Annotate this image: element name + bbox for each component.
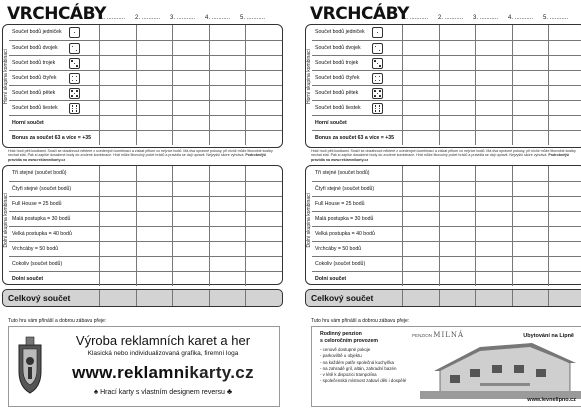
score-cell[interactable] <box>136 86 173 100</box>
player-column-header[interactable]: 5. ........... <box>240 15 266 21</box>
score-cell[interactable] <box>402 101 439 115</box>
score-cell[interactable] <box>245 25 282 40</box>
score-cell[interactable] <box>136 131 173 145</box>
score-cell[interactable] <box>402 197 439 211</box>
grand-total-row <box>2 289 283 307</box>
score-row <box>9 70 282 85</box>
row-label: Horní součet <box>315 120 347 126</box>
spade-icon: ♠ <box>93 387 99 396</box>
score-cell[interactable] <box>548 101 581 115</box>
score-cell[interactable] <box>475 101 512 115</box>
row-label: Vrchcáby = 50 bodů <box>12 246 59 252</box>
score-cell[interactable] <box>172 290 209 306</box>
player-column-header[interactable]: 5. ........... <box>543 15 569 21</box>
score-cell[interactable] <box>475 71 512 85</box>
ad-website-link[interactable]: www.reklamnikarty.cz <box>72 363 254 382</box>
score-cell[interactable] <box>475 227 512 241</box>
score-cell[interactable] <box>512 227 549 241</box>
score-cell[interactable] <box>172 197 209 211</box>
row-label: Malá postupka = 30 bodů <box>315 216 374 222</box>
player-column-header[interactable]: 2. ........... <box>438 15 464 21</box>
score-cell[interactable] <box>99 182 136 196</box>
coat-of-arms-icon <box>15 335 45 397</box>
row-label: Tři stejné (součet bodů) <box>315 170 370 176</box>
die-face-4-icon <box>372 73 383 84</box>
score-cell[interactable] <box>245 41 282 55</box>
score-cell[interactable] <box>172 166 209 181</box>
score-cell[interactable] <box>172 25 209 40</box>
score-cell[interactable] <box>512 242 549 256</box>
ad-footer: ♠ Hrací karty s vlastním designem reversu ♣ <box>93 387 233 396</box>
score-cell[interactable] <box>245 212 282 226</box>
score-cell[interactable] <box>99 41 136 55</box>
score-cell[interactable] <box>512 41 549 55</box>
score-cell[interactable] <box>512 272 549 286</box>
score-cell[interactable] <box>136 257 173 271</box>
score-cell[interactable] <box>548 242 581 256</box>
score-cell[interactable] <box>439 86 476 100</box>
score-cell[interactable] <box>99 257 136 271</box>
score-cell[interactable] <box>548 182 581 196</box>
score-row <box>312 181 581 196</box>
advertisement <box>8 326 280 407</box>
score-cell[interactable] <box>402 182 439 196</box>
pension-logo: PENZION MILNÁ <box>412 331 465 339</box>
score-row <box>9 115 282 130</box>
sponsor-intro: Tuto hru vám přináší a dobrou zábavu přeje: <box>311 318 410 324</box>
score-cell[interactable] <box>245 182 282 196</box>
score-row <box>9 85 282 100</box>
pension-website-link[interactable]: www.levnelipno.cz <box>527 397 576 403</box>
score-cell[interactable] <box>172 41 209 55</box>
score-cell[interactable] <box>475 131 512 145</box>
score-cell[interactable] <box>439 257 476 271</box>
score-cell[interactable] <box>475 41 512 55</box>
row-label: Dolní součet <box>12 276 44 282</box>
feature-item: - v létě k dispozici trampolína <box>320 372 377 378</box>
score-cell[interactable] <box>209 116 246 130</box>
die-face-1-icon <box>372 27 383 38</box>
score-cell[interactable] <box>209 227 246 241</box>
die-face-2-icon <box>69 43 80 54</box>
score-row <box>312 100 581 115</box>
score-cell[interactable] <box>136 197 173 211</box>
score-cell[interactable] <box>209 41 246 55</box>
score-cell[interactable] <box>512 101 549 115</box>
score-cell[interactable] <box>172 182 209 196</box>
advertisement <box>311 326 581 407</box>
score-cell[interactable] <box>245 242 282 256</box>
score-row <box>312 256 581 271</box>
score-row <box>312 25 581 40</box>
score-cell[interactable] <box>402 257 439 271</box>
grand-total-label: Celkový součet <box>8 293 71 303</box>
score-cell[interactable] <box>209 257 246 271</box>
score-cell[interactable] <box>475 25 512 40</box>
row-label: Součet bodů jedniček <box>315 29 365 35</box>
score-cell[interactable] <box>439 166 476 181</box>
score-cell[interactable] <box>512 116 549 130</box>
score-row <box>312 55 581 70</box>
rules-text: Hráč hodí pěti kostkami. Snaží se dosáhnout některé z uvedených kombinací a získat přitom co nejvíce bodů. Má dva opravné pokusy, při nichž může libovolné kostky nechat stát. Pak si zapíše dosažené body do zvolené kombinace. Hrát může libovolný počet hráčů a pravidla se dají upravit. Nejvyšší skóre vyhrává. Podrobnější pravidla na www.reklamnikarty.cz <box>8 149 273 162</box>
score-cell[interactable] <box>172 101 209 115</box>
player-column-header[interactable]: 4. ........... <box>508 15 534 21</box>
row-label: Součet bodů pětek <box>315 90 359 96</box>
score-cell[interactable] <box>99 25 136 40</box>
score-cell[interactable] <box>245 56 282 70</box>
feature-item: - společenská místnost zabaví děti i dospělé <box>320 378 407 384</box>
score-cell[interactable] <box>512 86 549 100</box>
row-label: Bonus za součet 63 a více = +35 <box>12 135 92 141</box>
score-cell[interactable] <box>136 227 173 241</box>
score-cell[interactable] <box>548 56 581 70</box>
die-face-5-icon <box>372 88 383 99</box>
score-cell[interactable] <box>439 272 476 286</box>
score-cell[interactable] <box>439 116 476 130</box>
score-cell[interactable] <box>172 242 209 256</box>
score-cell[interactable] <box>402 131 439 145</box>
score-cell[interactable] <box>439 56 476 70</box>
row-label: Součet bodů čtyřek <box>12 75 57 81</box>
score-cell[interactable] <box>245 101 282 115</box>
score-cell[interactable] <box>209 71 246 85</box>
score-cell[interactable] <box>402 212 439 226</box>
game-title: VRCHCÁBY <box>7 4 106 24</box>
player-column-header[interactable]: 1. ........... <box>403 15 429 21</box>
score-row <box>9 55 282 70</box>
score-cell[interactable] <box>439 131 476 145</box>
score-cell[interactable] <box>136 242 173 256</box>
row-label: Součet bodů dvojek <box>12 45 58 51</box>
upper-section-label: Horní skupina kombinací <box>3 49 9 105</box>
feature-item: - na každém patře společná kuchyňka <box>320 359 394 365</box>
score-cell[interactable] <box>402 116 439 130</box>
die-face-1-icon <box>69 27 80 38</box>
row-label: Součet bodů jedniček <box>12 29 62 35</box>
score-cell[interactable] <box>548 116 581 130</box>
score-cell[interactable] <box>475 257 512 271</box>
score-row <box>9 211 282 226</box>
player-column-header[interactable]: 4. ........... <box>205 15 231 21</box>
score-cell[interactable] <box>512 131 549 145</box>
score-card-left <box>2 0 286 413</box>
score-cell[interactable] <box>245 197 282 211</box>
score-row <box>9 100 282 115</box>
row-label: Součet bodů šestek <box>315 105 361 111</box>
pension-features <box>320 347 406 385</box>
row-label: Součet bodů šestek <box>12 105 58 111</box>
score-cell[interactable] <box>136 71 173 85</box>
score-cell[interactable] <box>245 131 282 145</box>
score-cell[interactable] <box>245 257 282 271</box>
row-label: Dolní součet <box>315 276 347 282</box>
row-label: Horní součet <box>12 120 44 126</box>
score-cell[interactable] <box>99 131 136 145</box>
score-cell[interactable] <box>99 197 136 211</box>
score-cell[interactable] <box>245 116 282 130</box>
score-cell[interactable] <box>209 272 246 286</box>
club-icon: ♣ <box>226 387 233 396</box>
score-cell[interactable] <box>512 197 549 211</box>
feature-item: - cenově dostupné pokoje <box>320 347 371 352</box>
score-cell[interactable] <box>209 290 246 306</box>
score-cell[interactable] <box>402 272 439 286</box>
score-cell[interactable] <box>402 56 439 70</box>
score-row <box>312 211 581 226</box>
score-cell[interactable] <box>245 290 282 306</box>
score-cell[interactable] <box>548 212 581 226</box>
row-label: Součet bodů dvojek <box>315 45 361 51</box>
score-cell[interactable] <box>439 197 476 211</box>
grand-total-row <box>305 289 581 307</box>
score-cell[interactable] <box>512 166 549 181</box>
row-label: Součet bodů trojek <box>315 60 359 66</box>
score-cell[interactable] <box>402 166 439 181</box>
score-cell[interactable] <box>172 56 209 70</box>
die-face-2-icon <box>372 43 383 54</box>
score-cell[interactable] <box>172 131 209 145</box>
score-row <box>9 25 282 40</box>
row-label: Malá postupka = 30 bodů <box>12 216 71 222</box>
score-cell[interactable] <box>99 101 136 115</box>
player-column-header[interactable]: 3. ........... <box>473 15 499 21</box>
score-cell[interactable] <box>209 86 246 100</box>
score-card-right <box>305 0 581 413</box>
score-row <box>9 130 282 145</box>
score-cell[interactable] <box>209 131 246 145</box>
score-cell[interactable] <box>439 290 476 306</box>
score-cell[interactable] <box>512 182 549 196</box>
score-cell[interactable] <box>512 290 549 306</box>
score-cell[interactable] <box>548 41 581 55</box>
score-cell[interactable] <box>172 212 209 226</box>
score-cell[interactable] <box>475 116 512 130</box>
score-cell[interactable] <box>439 101 476 115</box>
upper-section <box>305 24 581 148</box>
score-cell[interactable] <box>548 257 581 271</box>
rules-text: Hráč hodí pěti kostkami. Snaží se dosáhnout některé z uvedených kombinací a získat přitom co nejvíce bodů. Má dva opravné pokusy, při nichž může libovolné kostky nechat stát. Pak si zapíše dosažené body do zvolené kombinace. Hrát může libovolný počet hráčů a pravidla se dají upravit. Nejvyšší skóre vyhrává. Podrobnější pravidla na www.reklamnikarty.cz <box>311 149 576 162</box>
row-label: Tři stejné (součet bodů) <box>12 170 67 176</box>
score-cell[interactable] <box>402 25 439 40</box>
score-cell[interactable] <box>136 212 173 226</box>
score-cell[interactable] <box>439 227 476 241</box>
score-row <box>312 85 581 100</box>
score-row <box>312 241 581 256</box>
score-cell[interactable] <box>402 86 439 100</box>
player-column-header[interactable]: 2. ........... <box>135 15 161 21</box>
score-cell[interactable] <box>172 227 209 241</box>
score-cell[interactable] <box>209 242 246 256</box>
row-label: Součet bodů trojek <box>12 60 56 66</box>
score-cell[interactable] <box>99 227 136 241</box>
score-cell[interactable] <box>548 86 581 100</box>
lower-section-label: Dolní skupina kombinací <box>3 192 9 248</box>
row-label: Full House = 25 bodů <box>12 201 62 207</box>
row-label: Velká postupka = 40 bodů <box>12 231 72 237</box>
score-cell[interactable] <box>136 272 173 286</box>
score-cell[interactable] <box>99 116 136 130</box>
lower-section <box>2 165 283 285</box>
rules-link[interactable]: Podrobnější pravidla na www.reklamnikarty.cz <box>8 153 267 162</box>
game-title: VRCHCÁBY <box>310 4 409 24</box>
score-cell[interactable] <box>512 257 549 271</box>
score-cell[interactable] <box>172 272 209 286</box>
grand-total-label: Celkový součet <box>311 293 374 303</box>
lower-section <box>305 165 581 285</box>
row-label: Součet bodů pětek <box>12 90 56 96</box>
die-face-6-icon <box>69 103 80 114</box>
row-label: Čtyři stejné (součet bodů) <box>315 186 375 192</box>
score-cell[interactable] <box>475 212 512 226</box>
score-cell[interactable] <box>439 182 476 196</box>
score-row <box>312 196 581 211</box>
score-row <box>9 241 282 256</box>
row-label: Cokoliv (součet bodů) <box>315 261 366 267</box>
score-cell[interactable] <box>548 197 581 211</box>
score-cell[interactable] <box>136 290 173 306</box>
rules-link[interactable]: Podrobnější pravidla na www.reklamnikarty.cz <box>311 153 570 162</box>
score-cell[interactable] <box>439 71 476 85</box>
score-cell[interactable] <box>209 197 246 211</box>
score-cell[interactable] <box>475 182 512 196</box>
row-label: Cokoliv (součet bodů) <box>12 261 63 267</box>
score-cell[interactable] <box>209 25 246 40</box>
score-cell[interactable] <box>402 290 439 306</box>
score-cell[interactable] <box>99 272 136 286</box>
score-row <box>312 226 581 241</box>
score-cell[interactable] <box>402 242 439 256</box>
player-column-header[interactable]: 1. ........... <box>100 15 126 21</box>
score-cell[interactable] <box>136 101 173 115</box>
score-cell[interactable] <box>209 166 246 181</box>
upper-section <box>2 24 283 148</box>
score-cell[interactable] <box>475 272 512 286</box>
score-row <box>9 166 282 181</box>
row-label: Čtyři stejné (součet bodů) <box>12 186 72 192</box>
score-cell[interactable] <box>136 41 173 55</box>
score-cell[interactable] <box>475 242 512 256</box>
score-row <box>312 70 581 85</box>
score-cell[interactable] <box>245 227 282 241</box>
score-cell[interactable] <box>548 25 581 40</box>
score-cell[interactable] <box>209 182 246 196</box>
score-cell[interactable] <box>439 242 476 256</box>
score-row <box>9 226 282 241</box>
score-cell[interactable] <box>548 166 581 181</box>
sponsor-intro: Tuto hru vám přináší a dobrou zábavu přeje: <box>8 318 107 324</box>
die-face-3-icon <box>372 58 383 69</box>
score-cell[interactable] <box>512 71 549 85</box>
score-row <box>312 115 581 130</box>
pension-name: Rodinný penzion s celoročním provozem <box>320 331 378 344</box>
score-cell[interactable] <box>99 212 136 226</box>
score-cell[interactable] <box>512 212 549 226</box>
ad-subline: Klasická nebo individualizovaná grafika, firemní loga <box>87 350 239 357</box>
row-label: Velká postupka = 40 bodů <box>315 231 375 237</box>
die-face-6-icon <box>372 103 383 114</box>
score-cell[interactable] <box>99 290 136 306</box>
score-cell[interactable] <box>136 182 173 196</box>
score-cell[interactable] <box>512 25 549 40</box>
score-cell[interactable] <box>99 71 136 85</box>
row-label: Full House = 25 bodů <box>315 201 365 207</box>
score-cell[interactable] <box>512 56 549 70</box>
score-cell[interactable] <box>245 272 282 286</box>
score-cell[interactable] <box>209 101 246 115</box>
score-cell[interactable] <box>99 86 136 100</box>
score-cell[interactable] <box>439 25 476 40</box>
score-cell[interactable] <box>475 166 512 181</box>
score-cell[interactable] <box>172 86 209 100</box>
score-cell[interactable] <box>548 290 581 306</box>
row-label: Součet bodů čtyřek <box>315 75 360 81</box>
score-cell[interactable] <box>209 212 246 226</box>
row-label: Vrchcáby = 50 bodů <box>315 246 362 252</box>
die-face-5-icon <box>69 88 80 99</box>
die-face-4-icon <box>69 73 80 84</box>
score-cell[interactable] <box>136 25 173 40</box>
row-label: Bonus za součet 63 a více = +35 <box>315 135 395 141</box>
score-cell[interactable] <box>548 272 581 286</box>
score-cell[interactable] <box>172 116 209 130</box>
score-cell[interactable] <box>245 71 282 85</box>
score-cell[interactable] <box>99 56 136 70</box>
pension-photo <box>420 339 581 399</box>
score-cell[interactable] <box>402 227 439 241</box>
score-row <box>9 196 282 211</box>
score-row <box>312 40 581 55</box>
player-column-header[interactable]: 3. ........... <box>170 15 196 21</box>
score-cell[interactable] <box>209 56 246 70</box>
upper-section-label: Horní skupina kombinací <box>306 49 312 105</box>
score-cell[interactable] <box>172 71 209 85</box>
score-row <box>312 271 581 286</box>
score-cell[interactable] <box>99 242 136 256</box>
score-cell[interactable] <box>245 86 282 100</box>
score-cell[interactable] <box>475 56 512 70</box>
score-row <box>312 166 581 181</box>
die-face-3-icon <box>69 58 80 69</box>
score-cell[interactable] <box>99 166 136 181</box>
score-cell[interactable] <box>172 257 209 271</box>
score-row <box>312 130 581 145</box>
score-cell[interactable] <box>136 56 173 70</box>
score-cell[interactable] <box>439 41 476 55</box>
score-cell[interactable] <box>136 116 173 130</box>
score-cell[interactable] <box>548 227 581 241</box>
score-cell[interactable] <box>245 166 282 181</box>
score-cell[interactable] <box>402 71 439 85</box>
score-cell[interactable] <box>402 41 439 55</box>
feature-item: - parkoviště u objektu <box>320 353 362 359</box>
feature-item: - na zahradě gril, altán, zahradní bazén <box>320 365 397 371</box>
score-cell[interactable] <box>475 290 512 306</box>
score-cell[interactable] <box>136 166 173 181</box>
score-cell[interactable] <box>548 131 581 145</box>
score-cell[interactable] <box>439 212 476 226</box>
ad-headline: Výroba reklamních karet a her <box>75 333 251 348</box>
score-row <box>9 271 282 286</box>
score-row <box>9 256 282 271</box>
score-cell[interactable] <box>548 71 581 85</box>
pension-headline: Ubytování na Lipně <box>523 333 574 339</box>
lower-section-label: Dolní skupina kombinací <box>306 192 312 248</box>
score-cell[interactable] <box>475 86 512 100</box>
score-row <box>9 40 282 55</box>
score-row <box>9 181 282 196</box>
score-cell[interactable] <box>475 197 512 211</box>
